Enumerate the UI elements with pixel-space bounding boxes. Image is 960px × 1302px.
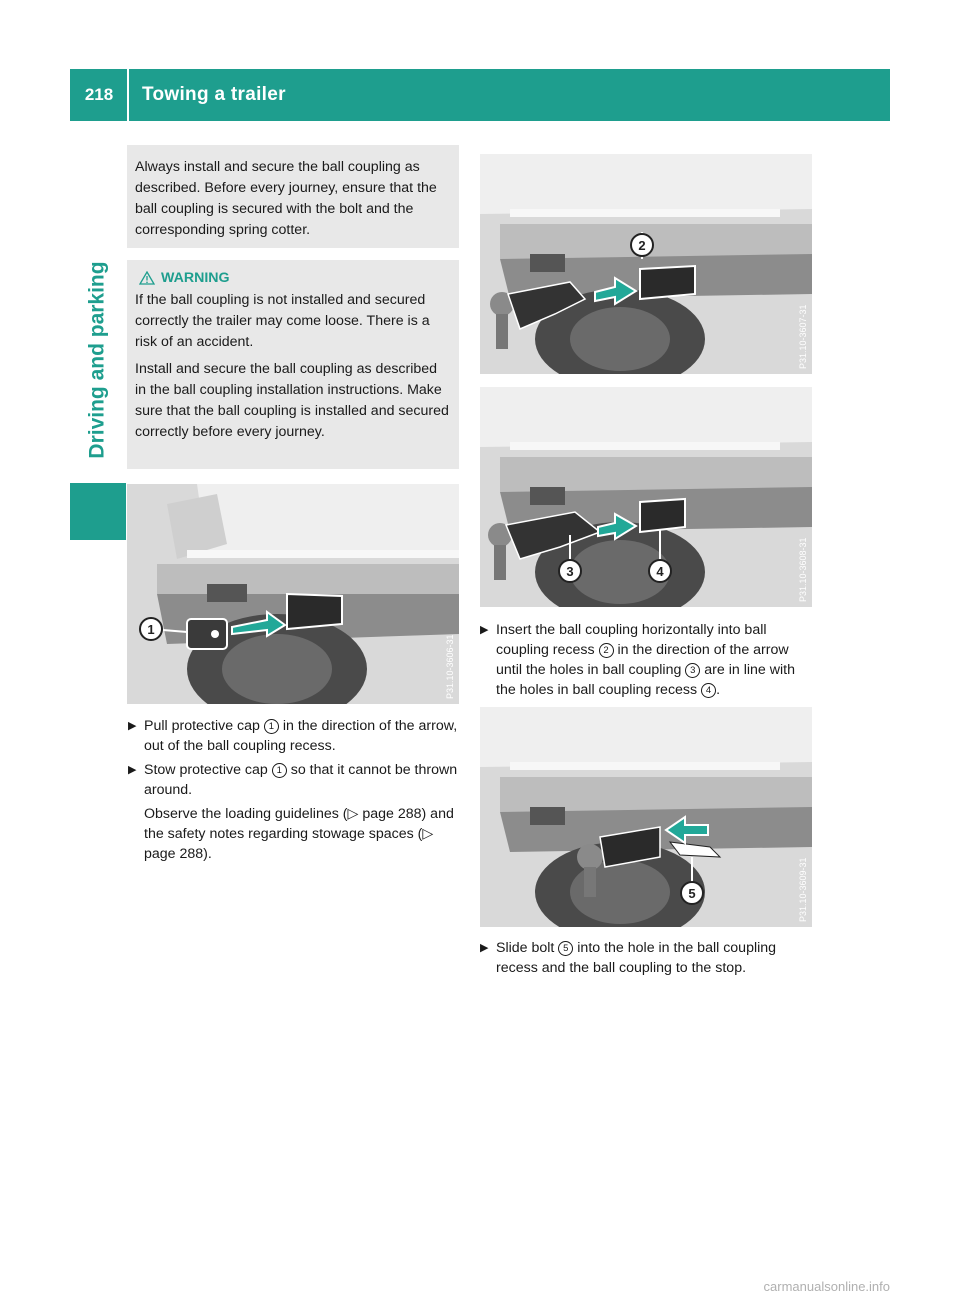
warning-paragraph-2: Install and secure the ball coupling as described in the ball coupling installation instructions. Make sure that the ball coupling is installed and secured correctly before every journey. [135,361,449,440]
right-instructions-insert [480,620,814,700]
figure-align-holes [480,387,812,607]
step-arrow-icon: ▶ [480,624,489,636]
warning-box [127,260,459,469]
callout-ref: 1 [264,719,279,734]
callout-1: 1 [147,622,155,637]
note-text: Observe the loading guidelines (▷ page 288) and the safety notes regarding stowage spaces (▷ page 288). [144,806,454,862]
warning-label: WARNING [161,269,230,286]
left-instructions [128,716,458,864]
figure-code: P31.10-3609-31 [798,857,808,922]
right-instructions-bolt [480,938,814,978]
step-text: Stow protective cap 1 so that it cannot be thrown around. [144,762,458,798]
figure-insert-coupling [480,154,812,374]
warning-heading [139,266,451,290]
step-text: Pull protective cap 1 in the direction of the arrow, out of the ball coupling recess. [144,718,458,754]
instruction-note [128,804,458,864]
header-divider [127,69,129,121]
step-arrow-icon: ▶ [128,720,137,732]
warning-paragraph-1: If the ball coupling is not installed and secured correctly the trailer may come loose. There is a risk of an accident. [135,292,430,350]
note-text: Always install and secure the ball coupling as described. Before every journey, ensure that the ball coupling is secured with the bolt and the corresponding spring cotter. [135,159,437,238]
callout-ref: 5 [558,941,573,956]
note-box [127,145,459,248]
section-side-tab [70,121,126,492]
instruction-step [128,716,458,756]
instruction-step [480,938,814,978]
callout-ref: 1 [272,763,287,778]
step-text: Slide bolt 5 into the hole in the ball coupling recess and the ball coupling to the stop. [496,940,777,976]
callout-2: 2 [638,238,646,253]
step-arrow-icon: ▶ [128,764,137,776]
page-title: Towing a trailer [142,84,286,105]
callout-ref: 2 [599,643,614,658]
figure-code: P31.10-3608-31 [798,537,808,602]
instruction-step [480,620,814,700]
instruction-step [128,760,458,800]
watermark: carmanualsonline.info [763,1279,890,1294]
figure-slide-bolt [480,707,812,927]
step-text: Insert the ball coupling horizontally into ball coupling recess 2 in the direction of the arrow until the holes in ball coupling 3 are in line with the holes in ball coupling recess 4 . [496,622,795,698]
section-label: Driving and parking [86,261,110,459]
step-arrow-icon: ▶ [480,942,489,954]
callout-4: 4 [656,564,664,579]
callout-ref: 4 [701,683,716,698]
figure-code: P31.10-3607-31 [798,304,808,369]
figure-code: P31.10-3606-31 [445,634,455,699]
callout-5: 5 [688,886,696,901]
callout-ref: 3 [685,663,700,678]
page-number: 218 [84,85,114,104]
figure-remove-cap [127,484,459,704]
section-marker-block [70,483,126,540]
callout-3: 3 [566,564,574,579]
warning-triangle-icon [139,271,155,285]
